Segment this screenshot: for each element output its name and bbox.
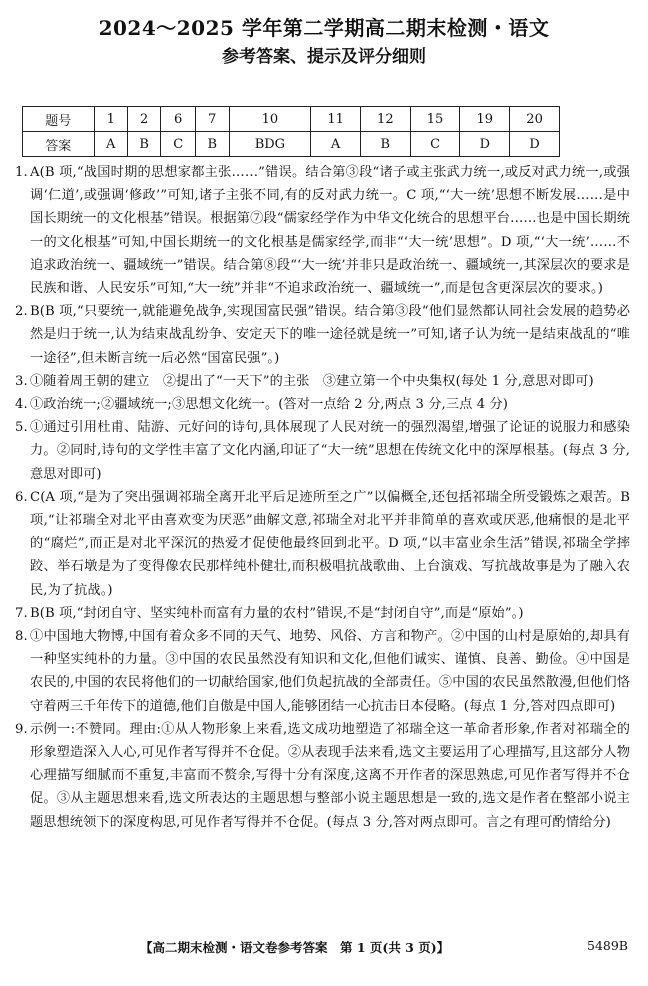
item-text: ①通过引用杜甫、陆游、元好问的诗句,具体展现了人民对统一的强烈渴望,增强了论证的说服力和感染力。②同时,诗句的文学性丰富了文化内涵,印证了“大一统”思想在传统文化中的深厚根基。(每点 3 分,意思对即可): [30, 420, 630, 482]
item-text: ①随着周王朝的建立 ②提出了“一天下”的主张 ③建立第一个中央集权(每处 1 分,意思对即可): [30, 373, 594, 389]
answer-item: [15, 300, 630, 370]
answer-cell: B: [195, 132, 229, 157]
item-number: 5.: [15, 420, 28, 436]
item-text: 示例一:不赞同。理由:①从人物形象上来看,选文成功地塑造了祁瑞全这一革命者形象,作者对祁瑞全的形象塑造深入人心,可见作者写得并不仓促。②从表现手法来看,选文主要运用了心理描写,且这部分人物心理描写细腻而不重复,丰富而不赘余,写得十分有深度,这离不开作者的深思熟虑,可见作者写得并不仓促。③从主题思想来看,选文所表达的主题思想与整部小说主题思想是一致的,选文是作者在整部小说主题思想统领下的深度构思,可见作者写得并不仓促。(每点 3 分,答对两点即可。言之有理可酌情给分): [30, 721, 630, 830]
answer-item: [15, 602, 630, 625]
page-title: 2024～2025 学年第二学期高二期末检测・语文: [98, 16, 550, 40]
question-cell: 15: [410, 107, 460, 132]
answer-explanations: [15, 161, 630, 834]
answer-cell: A: [311, 132, 361, 157]
answer-cell: C: [161, 132, 196, 157]
answer-cell: C: [410, 132, 460, 157]
item-number: 7.: [15, 605, 28, 621]
footer-page-info: 【高二期末检测・语文卷参考答案 第 1 页(共 3 页)】: [140, 940, 450, 955]
answer-cell: D: [510, 132, 560, 157]
answer-item: [15, 393, 630, 416]
row-label-question: 题号: [23, 107, 95, 132]
question-cell: 20: [510, 107, 560, 132]
answer-cell: A: [94, 132, 127, 157]
question-cell: 7: [195, 107, 229, 132]
answer-item: [15, 625, 630, 718]
question-cell: 1: [94, 107, 127, 132]
row-label-answer: 答案: [23, 132, 95, 157]
item-text: B(B 项,“封闭自守、坚实纯朴而富有力量的农村”错误,不是“封闭自守”,而是“原始”。): [30, 605, 524, 621]
answer-item: [15, 718, 630, 834]
question-cell: 10: [229, 107, 311, 132]
question-number-row: [23, 107, 560, 132]
answer-cell: BDG: [229, 132, 311, 157]
answer-item: [15, 416, 630, 486]
answer-cell: D: [460, 132, 510, 157]
answer-item: [15, 161, 630, 300]
answer-item: [15, 370, 630, 393]
item-number: 9.: [15, 721, 28, 737]
answer-cell: B: [360, 132, 410, 157]
item-text: A(B 项,“战国时期的思想家都主张……”错误。结合第③段“诸子或主张武力统一,或反对武力统一,或强调‘仁道’,或强调‘修政’”可知,诸子主张不同,有的反对武力统一。C 项,“‘大一统’思想不断发展……是中国长期统一的文化根基”错误。根据第⑦段“儒家经学作为中华文化统合的思想平台……也是中国长期统一的文化根基”可知,中国长期统一的文化根基是儒家经学,而非“‘大一统’思想”。D 项,“‘大一统’……不追求政治统一、疆域统一”错误。结合第⑧段“‘大一统’并非只是政治统一、疆域统一,其深层次的要求是民族和谐、人民安乐”可知,“大一统”并非“不追求政治统一、疆域统一”,而是包含更深层次的要求。): [30, 165, 630, 297]
footer-code: 5489B: [587, 938, 628, 953]
item-number: 2.: [15, 304, 28, 320]
item-text: C(A 项,“是为了突出强调祁瑞全离开北平后足迹所至之广”以偏概全,还包括祁瑞全所受锻炼之艰苦。B 项,“让祁瑞全对北平由喜欢变为厌恶”曲解文意,祁瑞全对北平并非简单的喜欢或厌恶,他痛恨的是北平的“腐烂”,而正是对北平深沉的热爱才促使他最终回到北平。D 项,“以丰富业余生活”错误,祁瑞全学摔跤、举石墩是为了变得像农民那样纯朴健壮,而积极唱抗战歌曲、上台演戏、写抗战故事是为了融入农民,为了抗战。): [30, 489, 630, 598]
answer-table: [22, 106, 560, 157]
page-subtitle: 参考答案、提示及评分细则: [222, 47, 426, 67]
question-cell: 6: [161, 107, 196, 132]
answer-cell: B: [127, 132, 161, 157]
item-number: 6.: [15, 489, 28, 505]
item-text: ①中国地大物博,中国有着众多不同的天气、地势、风俗、方言和物产。②中国的山村是原始的,却具有一种坚实纯朴的力量。③中国的农民虽然没有知识和文化,但他们诚实、谨慎、良善、勤俭。④中国是农民的,中国的农民将他们的一切献给国家,他们负起抗战的全部责任。⑤中国的农民虽然散漫,但他们恪守着两三千年传下的道德,他们自傲是中国人,能够团结一心抗击日本侵略。(每点 1 分,答对四点即可): [30, 629, 630, 714]
question-cell: 2: [127, 107, 161, 132]
item-text: B(B 项,“只要统一,就能避免战争,实现国富民强”错误。结合第③段“他们显然都认同社会发展的趋势必然是归于统一,认为结束战乱纷争、安定天下的唯一途径就是统一”可知,诸子认为统一是结束战乱的“唯一途径”,但未断言统一后必然“国富民强”。): [30, 304, 630, 366]
item-number: 8.: [15, 629, 28, 645]
item-number: 1.: [15, 165, 28, 180]
item-number: 4.: [15, 397, 28, 413]
answer-row: [23, 132, 560, 157]
item-text: ①政治统一;②疆域统一;③思想文化统一。(答对一点给 2 分,两点 3 分,三点 4 分): [30, 397, 509, 413]
item-number: 3.: [15, 373, 28, 389]
answer-item: [15, 486, 630, 602]
question-cell: 11: [311, 107, 361, 132]
question-cell: 12: [360, 107, 410, 132]
question-cell: 19: [460, 107, 510, 132]
